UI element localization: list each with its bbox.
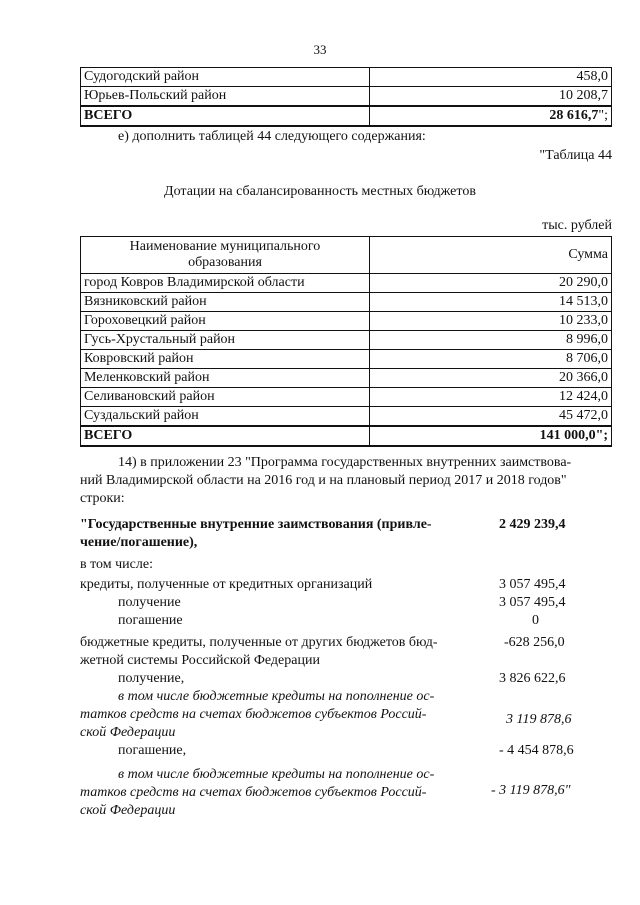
receipt-value: 3 057 495,4 [499, 595, 566, 610]
district-value: 10 233,0 [370, 312, 612, 331]
para14-line2: ний Владимирской области на 2016 год и на плановый период 2017 и 2018 годов" [80, 473, 567, 488]
district-name: Селивановский район [81, 388, 370, 407]
page-number: 33 [313, 42, 327, 57]
instruction-e: е) дополнить таблицей 44 следующего содержания: [118, 129, 426, 144]
table-row [81, 68, 612, 87]
budget-credits-value: -628 256,0 [504, 635, 565, 650]
district-name: Ковровский район [81, 350, 370, 369]
table-row [81, 274, 612, 293]
incl1-line1: в том числе бюджетные кредиты на пополнение ос- [118, 689, 435, 704]
district-value: 458,0 [370, 68, 612, 87]
receipt-label: получение [118, 595, 181, 610]
budget-repayment-value: - 4 454 878,6 [499, 743, 574, 758]
district-value: 14 513,0 [370, 293, 612, 312]
district-value: 45 472,0 [370, 407, 612, 427]
table-row [81, 331, 612, 350]
incl1-value: 3 119 878,6 [506, 712, 572, 727]
district-name: город Ковров Владимирской области [81, 274, 370, 293]
including-label: в том числе: [80, 557, 153, 572]
credits-value: 3 057 495,4 [499, 577, 566, 592]
borrowings-heading-line2: чение/погашение), [80, 535, 198, 550]
table-row [81, 388, 612, 407]
table-row [81, 312, 612, 331]
district-name: Суздальский район [81, 407, 370, 427]
header-name: Наименование муниципального образования [81, 237, 370, 274]
total-row [81, 426, 612, 446]
budget-credits-line1: бюджетные кредиты, полученные от других бюджетов бюд- [80, 635, 438, 650]
table-row [81, 293, 612, 312]
district-name: Судогодский район [81, 68, 370, 87]
table-row [81, 87, 612, 107]
table-label: "Таблица 44 [539, 148, 612, 163]
district-value: 8 706,0 [370, 350, 612, 369]
district-name: Юрьев-Польский район [81, 87, 370, 107]
borrowings-heading-line1: "Государственные внутренние заимствования (привле- [80, 517, 432, 532]
incl1-line3: ской Федерации [80, 725, 176, 740]
total-row [81, 106, 612, 126]
district-name: Меленковский район [81, 369, 370, 388]
budget-repayment-label: погашение, [118, 743, 187, 758]
para14-line1: 14) в приложении 23 "Программа государственных внутренних заимствова- [118, 455, 572, 470]
budget-receipt-label: получение, [118, 671, 185, 686]
repayment-value: 0 [532, 613, 539, 628]
subsidies-table [80, 236, 612, 447]
units-label: тыс. рублей [542, 218, 612, 233]
para14-line3: строки: [80, 491, 125, 506]
district-name: Вязниковский район [81, 293, 370, 312]
district-value: 10 208,7 [370, 87, 612, 107]
repayment-label: погашение [118, 613, 183, 628]
incl2-value: - 3 119 878,6" [491, 783, 571, 798]
budget-receipt-value: 3 826 622,6 [499, 671, 566, 686]
table-title: Дотации на сбалансированность местных бюджетов [164, 184, 476, 199]
district-value: 8 996,0 [370, 331, 612, 350]
table-row [81, 350, 612, 369]
incl1-line2: татков средств на счетах бюджетов субъектов Россий- [80, 707, 427, 722]
budget-credits-line2: жетной системы Российской Федерации [80, 653, 320, 668]
districts-table-continued [80, 67, 612, 127]
table-row [81, 407, 612, 427]
district-name: Гусь-Хрустальный район [81, 331, 370, 350]
district-value: 20 290,0 [370, 274, 612, 293]
incl2-line1: в том числе бюджетные кредиты на пополнение ос- [118, 767, 435, 782]
incl2-line3: ской Федерации [80, 803, 176, 818]
table-row [81, 369, 612, 388]
header-sum: Сумма [370, 237, 612, 274]
total-label: ВСЕГО [81, 426, 370, 446]
total-value: 28 616,7"; [370, 106, 612, 126]
credits-label: кредиты, полученные от кредитных организаций [80, 577, 373, 592]
total-label: ВСЕГО [81, 106, 370, 126]
incl2-line2: татков средств на счетах бюджетов субъектов Россий- [80, 785, 427, 800]
borrowings-heading-value: 2 429 239,4 [499, 517, 566, 532]
total-value: 141 000,0"; [370, 426, 612, 446]
table-header-row [81, 237, 612, 274]
district-value: 12 424,0 [370, 388, 612, 407]
district-name: Гороховецкий район [81, 312, 370, 331]
district-value: 20 366,0 [370, 369, 612, 388]
